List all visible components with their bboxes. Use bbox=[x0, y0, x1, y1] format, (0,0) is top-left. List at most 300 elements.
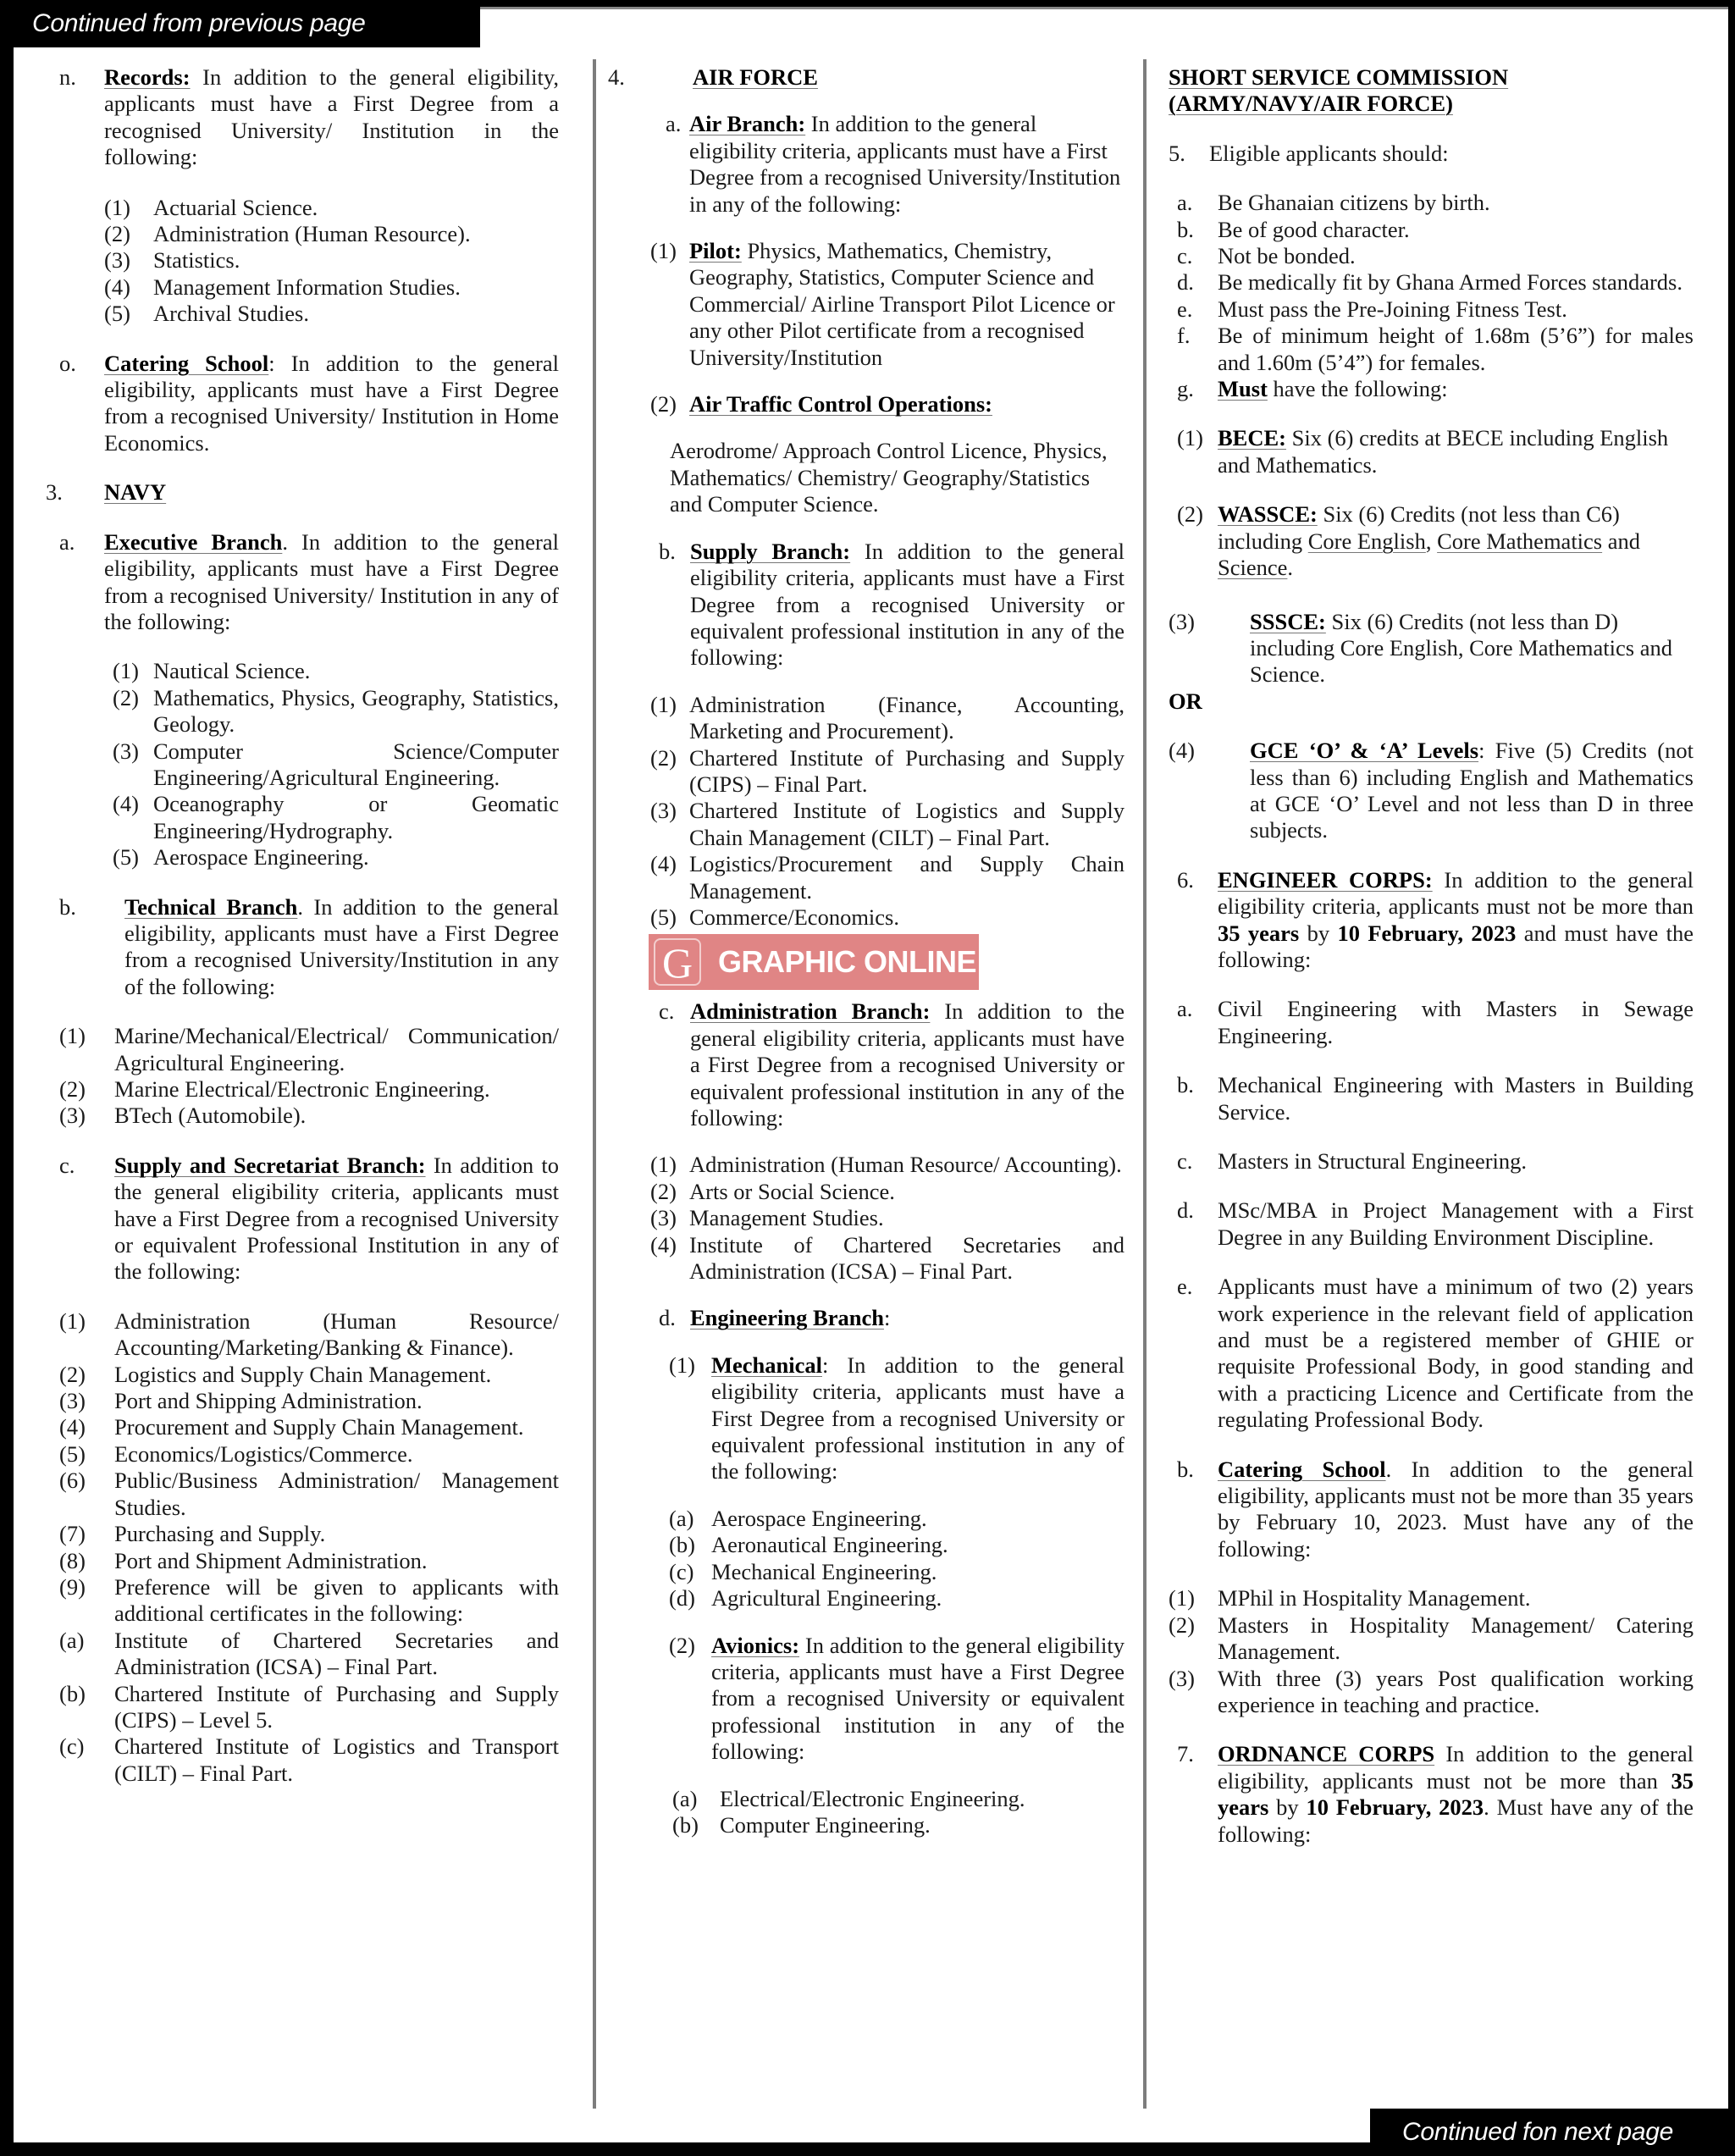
connector: by bbox=[1299, 920, 1338, 946]
list-item-number: (2) bbox=[113, 684, 139, 710]
list-item bbox=[59, 1548, 559, 1574]
air-traffic-control-body bbox=[608, 438, 1124, 517]
section-title: Air Branch: bbox=[689, 111, 806, 137]
list-item-number: (3) bbox=[650, 1205, 677, 1231]
heading-line-2: (ARMY/NAVY/AIR FORCE) bbox=[1169, 91, 1453, 117]
list-item-text: Be of good character. bbox=[1218, 216, 1410, 242]
section-body: : In addition to the general eligibility criteria, applicants must have a First Degree from a recognised University or equivalent professional institution in any of the following: bbox=[711, 1352, 1124, 1484]
list-item-text: MPhil in Hospitality Management. bbox=[1218, 1585, 1531, 1611]
section-title: ORDNANCE CORPS bbox=[1218, 1741, 1435, 1767]
section-catering-school-ssc bbox=[1169, 1457, 1694, 1563]
section-body: : In addition to the general eligibility, applicants must have a First Degree from a recognised University/ Institution in Home Economics. bbox=[104, 350, 559, 456]
list-item-text: Preference will be given to applicants with additional certificates in the following: bbox=[114, 1573, 559, 1627]
item-label: b. bbox=[1177, 1456, 1194, 1482]
section-technical-branch bbox=[59, 894, 559, 1001]
column-middle bbox=[608, 64, 1124, 1859]
list-item bbox=[1177, 190, 1694, 216]
list-item-text: Administration (Finance, Accounting, Marketing and Procurement). bbox=[689, 691, 1124, 744]
list-item-number: b. bbox=[1177, 216, 1194, 242]
list-item-text: Agricultural Engineering. bbox=[711, 1585, 942, 1611]
list-item-text: Purchasing and Supply. bbox=[114, 1521, 326, 1547]
item-label: c. bbox=[59, 1152, 75, 1178]
section-pilot bbox=[608, 238, 1124, 371]
item-label: b. bbox=[659, 538, 676, 564]
column-divider-2 bbox=[1143, 59, 1147, 2109]
executive-branch-list bbox=[59, 658, 559, 871]
section-body: In addition to the general eligibility criteria, applicants must have a First Degree from a recognised University or equivalent Professional Institution in any of the following: bbox=[114, 1152, 559, 1285]
supply-branch-list bbox=[608, 692, 1124, 932]
continued-on-text: Continued fon next page bbox=[1402, 2118, 1674, 2146]
list-item-text: MSc/MBA in Project Management with a First Degree in any Building Environment Discipline. bbox=[1218, 1197, 1694, 1250]
technical-branch-list bbox=[59, 1023, 559, 1130]
graphic-online-logo-icon: G bbox=[654, 938, 701, 986]
item-label: a. bbox=[666, 111, 682, 137]
engineer-corps-list bbox=[1169, 996, 1694, 1433]
section-body: In addition to the general eligibility criteria, applicants must not be more than bbox=[1218, 866, 1694, 920]
section-mechanical bbox=[608, 1352, 1124, 1485]
list-item bbox=[1169, 1612, 1694, 1666]
item-number: (2) bbox=[650, 391, 677, 417]
paragraph-7-ordnance-corps bbox=[1169, 1741, 1694, 1848]
short-service-heading bbox=[1169, 64, 1694, 118]
qualification-title: SSSCE: bbox=[1250, 608, 1326, 634]
list-item-number: e. bbox=[1177, 296, 1193, 322]
section-title: Catering School bbox=[104, 350, 269, 376]
list-item-number: (2) bbox=[650, 1178, 677, 1204]
section-number: 3. bbox=[46, 479, 63, 506]
list-item-text: Be medically fit by Ghana Armed Forces standards. bbox=[1218, 269, 1683, 296]
section-body: Aerodrome/ Approach Control Licence, Physics, Mathematics/ Chemistry/ Geography/Statistics and Computer Science. bbox=[670, 438, 1108, 517]
list-item-text: Masters in Structural Engineering. bbox=[1218, 1148, 1528, 1174]
list-item-number: (5) bbox=[104, 301, 130, 327]
list-item bbox=[650, 851, 1124, 904]
list-item-number: (4) bbox=[650, 851, 677, 877]
section-title: Pilot: bbox=[689, 238, 742, 264]
list-item-number: (4) bbox=[104, 274, 130, 300]
list-item bbox=[59, 1023, 559, 1076]
list-item-text: Aerospace Engineering. bbox=[153, 844, 369, 871]
list-item-text: Chartered Institute of Logistics and Transport (CILT) – Final Part. bbox=[114, 1733, 559, 1786]
list-item-text: Logistics/Procurement and Supply Chain Management. bbox=[689, 851, 1124, 904]
list-item-text: Marine/Mechanical/Electrical/ Communication/ Agricultural Engineering. bbox=[114, 1023, 559, 1075]
section-body: . In addition to the general eligibility, applicants must have a First Degree from a recognised University/ Institution in any of the following: bbox=[104, 528, 559, 634]
section-title: Supply Branch: bbox=[690, 538, 851, 564]
section-administration-branch bbox=[608, 998, 1124, 1131]
list-item bbox=[59, 1574, 559, 1628]
item-label: a. bbox=[59, 528, 75, 555]
column-right bbox=[1169, 64, 1694, 1871]
list-item bbox=[104, 221, 559, 247]
list-item bbox=[1177, 996, 1694, 1049]
column-divider-1 bbox=[593, 59, 596, 2109]
list-item bbox=[672, 1812, 1124, 1838]
section-body-end: and must have the following: bbox=[1218, 920, 1694, 972]
list-item bbox=[59, 1468, 559, 1521]
section-title: Supply and Secretariat Branch: bbox=[114, 1152, 426, 1178]
list-item-number: (a) bbox=[669, 1505, 694, 1531]
list-item bbox=[59, 1308, 559, 1362]
list-item-number: (3) bbox=[59, 1103, 86, 1129]
section-title: Engineering Branch bbox=[690, 1305, 884, 1331]
list-item bbox=[104, 247, 559, 274]
list-item bbox=[59, 1733, 559, 1787]
list-item bbox=[104, 195, 559, 221]
item-number: (4) bbox=[1169, 738, 1195, 764]
item-number: (1) bbox=[650, 238, 677, 264]
item-label: o. bbox=[59, 350, 76, 376]
section-number: 4. bbox=[608, 64, 625, 90]
list-item-number: e. bbox=[1177, 1274, 1193, 1300]
section-air-force bbox=[608, 64, 1124, 91]
subject-core-english: Core English bbox=[1307, 528, 1426, 554]
list-item-text: Economics/Logistics/Commerce. bbox=[114, 1440, 413, 1467]
list-item bbox=[650, 692, 1124, 745]
section-engineering-branch bbox=[608, 1305, 1124, 1331]
list-item bbox=[1177, 296, 1694, 323]
list-item-text: Not be bonded. bbox=[1218, 243, 1356, 269]
list-item-text: Computer Science/Computer Engineering/Agricultural Engineering. bbox=[153, 738, 559, 790]
list-item bbox=[113, 791, 559, 844]
administration-branch-list bbox=[608, 1152, 1124, 1285]
list-item-number: a. bbox=[1177, 996, 1193, 1022]
deadline-date: 10 February, 2023 bbox=[1337, 920, 1517, 946]
list-item bbox=[104, 274, 559, 301]
list-item-number: (3) bbox=[104, 247, 130, 274]
list-item bbox=[650, 904, 1124, 931]
emphasis: Must bbox=[1218, 376, 1268, 402]
qualification-body: Six (6) credits at BECE including English and Mathematics. bbox=[1218, 425, 1669, 478]
item-label: d. bbox=[659, 1305, 676, 1331]
list-item bbox=[650, 1179, 1124, 1205]
section-title: Avionics: bbox=[711, 1632, 800, 1658]
top-rule bbox=[474, 7, 1728, 9]
item-label: g. bbox=[1177, 376, 1194, 402]
section-air-traffic-control bbox=[608, 391, 1124, 417]
list-item-text: Computer Engineering. bbox=[720, 1811, 931, 1838]
list-item-text: Statistics. bbox=[153, 247, 240, 274]
list-item-text: Mechanical Engineering. bbox=[711, 1558, 937, 1584]
section-title: Records: bbox=[104, 64, 191, 90]
list-item-text: Institute of Chartered Secretaries and Administration (ICSA) – Final Part. bbox=[114, 1627, 559, 1680]
or-separator bbox=[1169, 688, 1694, 715]
list-item-number: d. bbox=[1177, 1197, 1194, 1224]
item-label: c. bbox=[659, 998, 675, 1025]
list-item-text: Administration (Human Resource/ Accounting). bbox=[689, 1152, 1122, 1178]
section-body: In addition to the general eligibility criteria, applicants must have a First Degree from a recognised University or equivalent professional institution in any of the following: bbox=[711, 1632, 1124, 1765]
list-item-text: Management Information Studies. bbox=[153, 274, 461, 300]
section-title: Mechanical bbox=[711, 1352, 822, 1378]
list-item bbox=[113, 658, 559, 684]
section-body: : bbox=[883, 1305, 891, 1331]
list-item bbox=[650, 1205, 1124, 1231]
list-item-number: (9) bbox=[59, 1573, 86, 1600]
qualification-body: Six (6) Credits (not less than C6) including bbox=[1218, 501, 1620, 554]
list-item-number: c. bbox=[1177, 1148, 1193, 1174]
list-item-text: Must pass the Pre-Joining Fitness Test. bbox=[1218, 296, 1567, 322]
section-body: Physics, Mathematics, Chemistry, Geography, Statistics, Computer Science and Commercial/ Airline Transport Pilot Licence or any other Pilot certificate from a recognised University/Institution bbox=[689, 238, 1115, 370]
watermark-slot bbox=[608, 934, 1124, 990]
paragraph-5 bbox=[1169, 141, 1694, 167]
list-item-text: Oceanography or Geomatic Engineering/Hydrography. bbox=[153, 791, 559, 843]
list-item-number: (5) bbox=[59, 1440, 86, 1467]
list-item-text: Applicants must have a minimum of two (2) years work experience in the relevant field of application and must be a registered member of GHIE or requisite Professional Body, in good standing and with a practicing Licence and Certificate from the regulating Professional Body. bbox=[1218, 1274, 1694, 1433]
graphic-online-watermark bbox=[649, 934, 979, 990]
list-item-number: (2) bbox=[104, 221, 130, 247]
list-item-text: Management Studies. bbox=[689, 1205, 884, 1231]
list-item-number: (3) bbox=[650, 798, 677, 824]
list-item-text: Be of minimum height of 1.68m (5’6”) for males and 1.60m (5’4”) for females. bbox=[1218, 323, 1694, 375]
list-item bbox=[59, 1681, 559, 1734]
list-item-text: Public/Business Administration/ Management Studies. bbox=[114, 1468, 559, 1520]
section-title: Technical Branch bbox=[124, 893, 298, 920]
list-item-number: b. bbox=[1177, 1072, 1194, 1098]
list-item bbox=[1177, 243, 1694, 269]
age-limit: 35 years bbox=[1218, 920, 1300, 946]
section-body: . In addition to the general eligibility, applicants must have a First Degree from a recognised University/Institution in any of the following: bbox=[124, 893, 560, 999]
section-title: Catering School bbox=[1218, 1456, 1386, 1482]
section-avionics bbox=[608, 1633, 1124, 1766]
list-item-text: Port and Shipment Administration. bbox=[114, 1547, 428, 1573]
list-item-number: (4) bbox=[59, 1414, 86, 1440]
item-number: (2) bbox=[1177, 501, 1203, 528]
list-item bbox=[59, 1441, 559, 1468]
list-item-text: Port and Shipping Administration. bbox=[114, 1388, 423, 1414]
list-item bbox=[59, 1103, 559, 1129]
list-item-text: Aeronautical Engineering. bbox=[711, 1532, 948, 1558]
section-title: Administration Branch: bbox=[690, 998, 931, 1025]
list-item-text: Administration (Human Resource). bbox=[153, 221, 471, 247]
list-item-number: (c) bbox=[669, 1558, 694, 1584]
period: . bbox=[1287, 555, 1294, 581]
list-item-number: (d) bbox=[669, 1585, 695, 1611]
list-item-text: Nautical Science. bbox=[153, 658, 311, 684]
item-number: (1) bbox=[669, 1352, 695, 1378]
item-number: (2) bbox=[669, 1632, 695, 1658]
list-item-text: Commerce/Economics. bbox=[689, 904, 899, 930]
list-item-number: (2) bbox=[650, 744, 677, 771]
list-item-number: (3) bbox=[59, 1388, 86, 1414]
list-item bbox=[650, 798, 1124, 851]
qualification-body: Six (6) Credits (not less than D) including Core English, Core Mathematics and Science. bbox=[1250, 608, 1672, 688]
section-supply-branch bbox=[608, 539, 1124, 672]
list-item-text: Archival Studies. bbox=[153, 301, 309, 327]
qualification-title: BECE: bbox=[1218, 425, 1286, 451]
continued-from-banner bbox=[0, 0, 480, 47]
list-item-number: (1) bbox=[650, 691, 677, 717]
list-item-text: Institute of Chartered Secretaries and Administration (ICSA) – Final Part. bbox=[689, 1231, 1124, 1285]
list-item bbox=[1177, 1197, 1694, 1251]
qualification-body: : Five (5) Credits (not less than 6) including English and Mathematics at GCE ‘O’ Level and not less than D in three subjects. bbox=[1250, 738, 1694, 843]
section-number: 6. bbox=[1177, 866, 1194, 893]
list-item-text: Procurement and Supply Chain Management. bbox=[114, 1414, 524, 1440]
list-item bbox=[672, 1786, 1124, 1812]
list-item bbox=[1177, 1072, 1694, 1125]
section-body: In addition to the general eligibility criteria, applicants must have a First Degree from a recognised University or equivalent professional institution in any of the following: bbox=[690, 538, 1124, 671]
list-item-text: Logistics and Supply Chain Management. bbox=[114, 1361, 492, 1387]
subject-core-mathematics: Core Mathematics bbox=[1437, 528, 1603, 554]
section-navy bbox=[46, 479, 559, 506]
eligibility-list bbox=[1169, 190, 1694, 376]
supply-secretariat-list bbox=[59, 1308, 559, 1787]
mechanical-list bbox=[608, 1506, 1124, 1612]
connector: by bbox=[1268, 1794, 1307, 1821]
list-item-text: Arts or Social Science. bbox=[689, 1178, 895, 1204]
list-item-text: Mathematics, Physics, Geography, Statistics, Geology. bbox=[153, 684, 559, 738]
list-item-text: Administration (Human Resource/ Accounting/Marketing/Banking & Finance). bbox=[114, 1307, 559, 1361]
item-number: (3) bbox=[1169, 608, 1195, 634]
or-label: OR bbox=[1169, 688, 1202, 714]
section-catering-school bbox=[59, 351, 559, 457]
section-heading: AIR FORCE bbox=[693, 64, 818, 90]
list-item bbox=[1169, 1666, 1694, 1719]
qualification-wassce bbox=[1169, 501, 1694, 581]
list-item-number: (3) bbox=[113, 738, 139, 764]
section-supply-secretariat-branch bbox=[59, 1153, 559, 1285]
list-item-text: Chartered Institute of Logistics and Supply Chain Management (CILT) – Final Part. bbox=[689, 798, 1124, 850]
list-item-text: With three (3) years Post qualification working experience in teaching and practice. bbox=[1218, 1665, 1694, 1717]
catering-school-list bbox=[1169, 1585, 1694, 1718]
list-item bbox=[1177, 323, 1694, 376]
section-air-branch bbox=[608, 111, 1124, 218]
list-item bbox=[1169, 1585, 1694, 1611]
list-item-number: (2) bbox=[59, 1076, 86, 1102]
list-item bbox=[669, 1585, 1124, 1611]
list-item-text: Marine Electrical/Electronic Engineering. bbox=[114, 1076, 490, 1102]
list-item bbox=[650, 1232, 1124, 1285]
list-item-number: f. bbox=[1177, 323, 1191, 349]
section-body: In addition to the general eligibility, applicants must not be more than bbox=[1218, 1741, 1694, 1794]
list-item-number: a. bbox=[1177, 190, 1193, 216]
list-item-number: (1) bbox=[650, 1152, 677, 1178]
list-item bbox=[650, 745, 1124, 799]
item-text: have the following: bbox=[1267, 376, 1448, 402]
qualification-sssce bbox=[1169, 609, 1694, 688]
list-item-number: (1) bbox=[113, 658, 139, 684]
list-item-number: (5) bbox=[113, 844, 139, 871]
heading-line-1: SHORT SERVICE COMMISSION bbox=[1169, 64, 1509, 90]
list-item bbox=[1177, 1148, 1694, 1175]
list-item bbox=[59, 1076, 559, 1103]
section-body: In addition to the general eligibility criteria, applicants must have a First Degree from a recognised University/Institution in any of the following: bbox=[689, 111, 1121, 217]
list-item-number: (b) bbox=[669, 1532, 695, 1558]
list-item-number: c. bbox=[1177, 243, 1193, 269]
section-title: Air Traffic Control Operations: bbox=[689, 391, 992, 417]
section-title: ENGINEER CORPS: bbox=[1218, 866, 1433, 893]
list-item bbox=[1177, 1274, 1694, 1433]
section-title: Executive Branch bbox=[104, 528, 283, 555]
watermark-text: GRAPHIC ONLINE bbox=[718, 944, 977, 980]
list-item-number: (1) bbox=[59, 1023, 86, 1049]
section-body: . In addition to the general eligibility, applicants must not be more than 35 years by February 10, 2023. Must have any of the following: bbox=[1218, 1456, 1694, 1562]
section-number: 5. bbox=[1169, 140, 1185, 166]
list-item-number: (a) bbox=[59, 1627, 85, 1653]
item-number: (1) bbox=[1177, 425, 1203, 451]
list-item-number: (b) bbox=[672, 1811, 699, 1838]
list-item-number: (1) bbox=[104, 194, 130, 220]
section-body: In addition to the general eligibility criteria, applicants must have a First Degree from a recognised University or equivalent professional institution in any of the following: bbox=[690, 998, 1124, 1131]
list-item bbox=[113, 738, 559, 792]
list-item-text: Civil Engineering with Masters in Sewage Engineering. bbox=[1218, 996, 1694, 1048]
list-item-number: (5) bbox=[650, 904, 677, 930]
list-item-text: Chartered Institute of Purchasing and Supply (CIPS) – Final Part. bbox=[689, 744, 1124, 797]
section-number: 7. bbox=[1177, 1741, 1194, 1767]
records-list bbox=[59, 195, 559, 328]
list-item bbox=[59, 1628, 559, 1681]
list-item bbox=[650, 1152, 1124, 1178]
section-executive-branch bbox=[59, 529, 559, 636]
section-records bbox=[59, 64, 559, 171]
list-item-number: d. bbox=[1177, 269, 1194, 296]
qualification-bece bbox=[1169, 425, 1694, 478]
conjunction: and bbox=[1602, 528, 1641, 554]
list-item bbox=[104, 301, 559, 327]
list-item bbox=[59, 1388, 559, 1414]
list-item-number: (8) bbox=[59, 1547, 86, 1573]
list-item-text: Masters in Hospitality Management/ Catering Management. bbox=[1218, 1611, 1694, 1665]
list-item-text: Actuarial Science. bbox=[153, 194, 318, 220]
list-item-text: Be Ghanaian citizens by birth. bbox=[1218, 190, 1490, 216]
continued-on-banner bbox=[1370, 2109, 1735, 2156]
list-item-number: (7) bbox=[59, 1521, 86, 1547]
list-item-text: Aerospace Engineering. bbox=[711, 1505, 927, 1531]
list-item bbox=[1177, 269, 1694, 296]
deadline-date: 10 February, 2023 bbox=[1306, 1794, 1484, 1821]
qualification-title: WASSCE: bbox=[1218, 501, 1318, 528]
list-item-text: Mechanical Engineering with Masters in Building Service. bbox=[1218, 1072, 1694, 1125]
item-label: n. bbox=[59, 64, 76, 90]
list-item-number: (3) bbox=[1169, 1665, 1195, 1691]
continued-from-text: Continued from previous page bbox=[32, 9, 366, 37]
list-item-number: (1) bbox=[1169, 1585, 1195, 1611]
list-item-number: (c) bbox=[59, 1733, 85, 1760]
list-item-number: (4) bbox=[650, 1231, 677, 1258]
list-item-text: Electrical/Electronic Engineering. bbox=[720, 1785, 1025, 1811]
list-item-number: (4) bbox=[113, 791, 139, 817]
qualification-gce bbox=[1169, 738, 1694, 844]
column-left bbox=[46, 64, 560, 1810]
qualification-title: GCE ‘O’ & ‘A’ Levels bbox=[1250, 738, 1479, 764]
item-label: b. bbox=[59, 893, 76, 920]
subject-science: Science bbox=[1218, 555, 1288, 581]
list-item bbox=[113, 685, 559, 738]
list-item bbox=[59, 1414, 559, 1440]
list-item-number: (6) bbox=[59, 1468, 86, 1494]
list-item bbox=[1177, 217, 1694, 243]
list-item-text: Chartered Institute of Purchasing and Supply (CIPS) – Level 5. bbox=[114, 1680, 559, 1733]
list-item bbox=[113, 844, 559, 871]
paragraph-6-engineer-corps bbox=[1169, 867, 1694, 974]
list-item-number: (b) bbox=[59, 1680, 86, 1706]
section-body-end: . Must have any of the following: bbox=[1218, 1794, 1694, 1847]
list-item-text: BTech (Automobile). bbox=[114, 1103, 307, 1129]
eligibility-g bbox=[1169, 376, 1694, 402]
section-body: In addition to the general eligibility, applicants must have a First Degree from a recognised University/ Institution in the following: bbox=[104, 64, 559, 170]
age-limit: 35 years bbox=[1218, 1767, 1694, 1821]
separator: , bbox=[1425, 528, 1438, 554]
avionics-list bbox=[608, 1786, 1124, 1839]
list-item-number: (1) bbox=[59, 1307, 86, 1334]
list-item-number: (2) bbox=[1169, 1611, 1195, 1638]
list-item bbox=[59, 1521, 559, 1547]
list-item-number: (2) bbox=[59, 1361, 86, 1387]
list-item bbox=[669, 1532, 1124, 1558]
section-body: Eligible applicants should: bbox=[1209, 140, 1449, 166]
list-item bbox=[669, 1506, 1124, 1532]
section-heading: NAVY bbox=[104, 479, 167, 506]
list-item-number: (a) bbox=[672, 1785, 698, 1811]
list-item bbox=[59, 1362, 559, 1388]
list-item bbox=[669, 1559, 1124, 1585]
